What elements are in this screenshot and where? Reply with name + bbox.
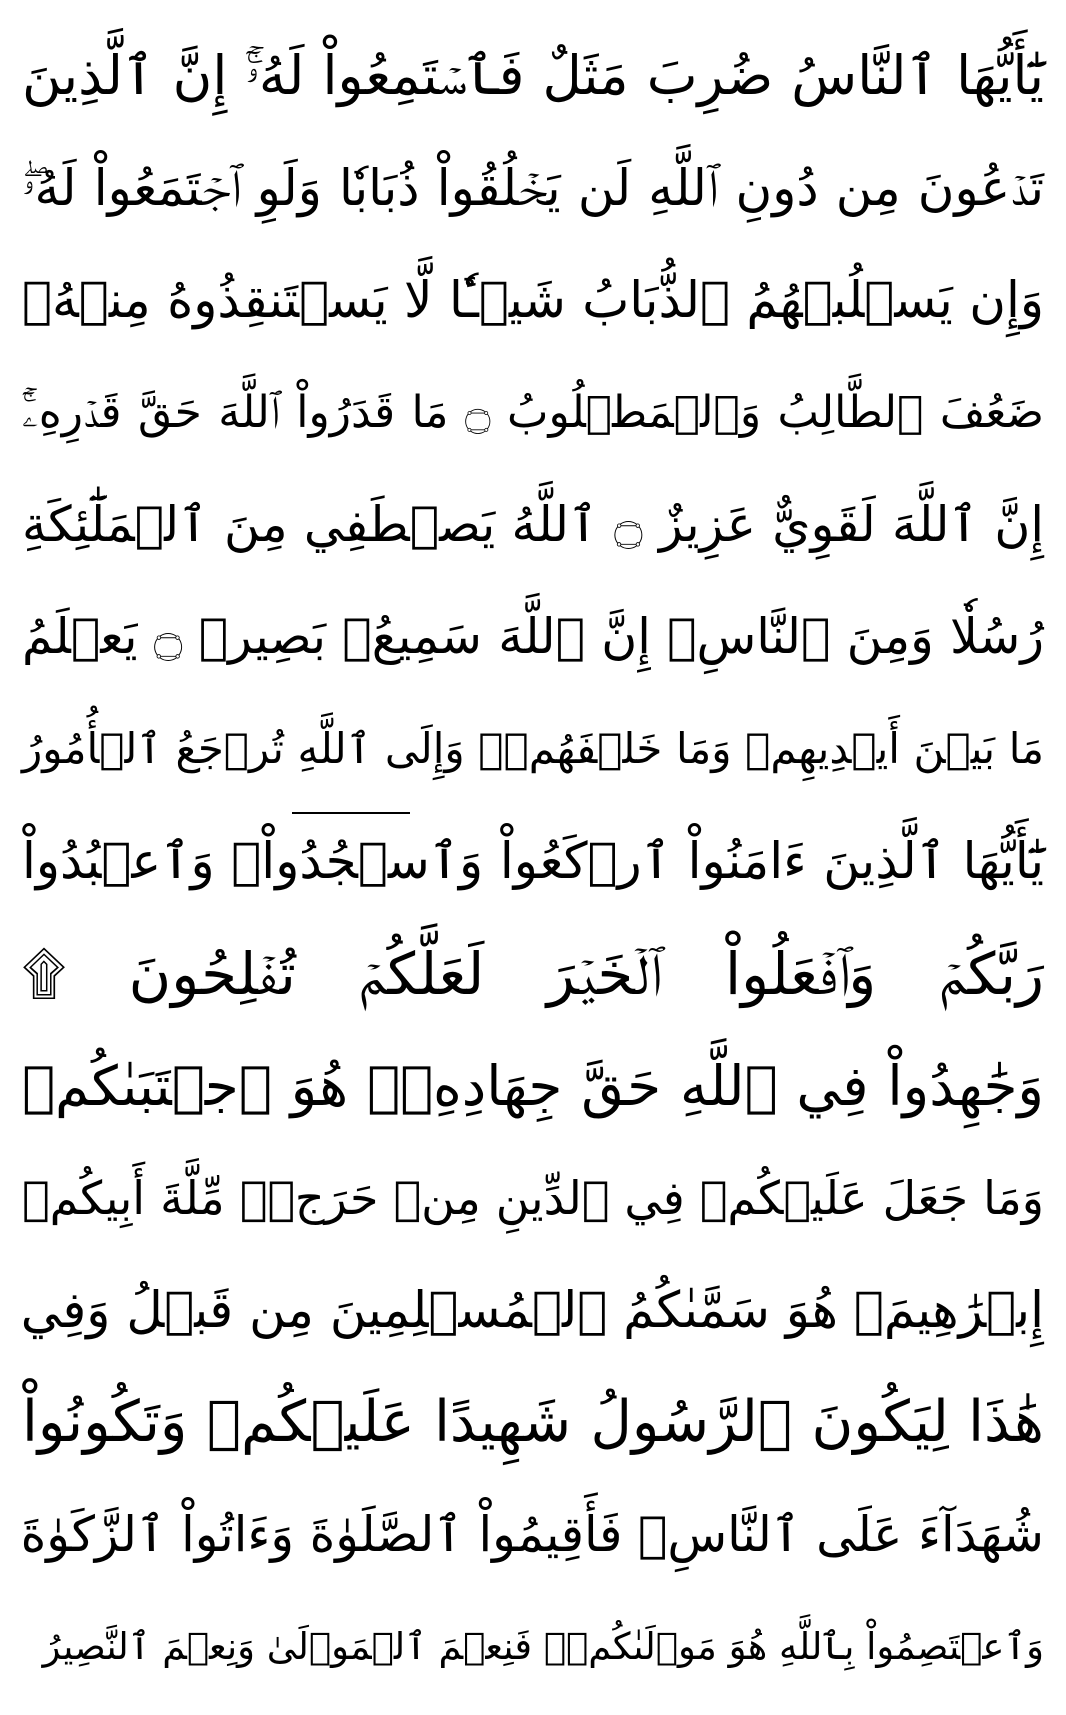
text-line-8: يَٰٓأَيُّهَا ٱلَّذِينَ ءَامَنُواْ ٱرۡكَعُواْ وَٱسۡجُدُواْۤ وَٱعۡبُدُواْ	[22, 832, 1044, 891]
text-line-15: وَٱعۡتَصِمُواْ بِٱللَّهِ هُوَ مَوۡلَىٰكُمۡۖ فَنِعۡمَ ٱلۡمَوۡلَىٰ وَنِعۡمَ ٱلنَّصِيرُ	[42, 1624, 1044, 1668]
text-line-3: وَإِن يَسۡلُبۡهُمُ ٱلذُّبَابُ شَيۡـٔٗا لَّا يَسۡتَنقِذُوهُ مِنۡهُۚ	[22, 271, 1044, 330]
text-line-10: وَجَٰهِدُواْ فِي ٱللَّهِ حَقَّ جِهَادِهِۦۚ هُوَ ٱجۡتَبَىٰكُمۡ	[22, 1053, 1044, 1118]
text-line-4: ضَعُفَ ٱلطَّالِبُ وَٱلۡمَطۡلُوبُ ۝ مَا قَدَرُواْ ٱللَّهَ حَقَّ قَدۡرِهِۦٓۚ	[22, 386, 1044, 438]
text-line-7: مَا بَيۡنَ أَيۡدِيهِمۡ وَمَا خَلۡفَهُمۡۚ وَإِلَى ٱللَّهِ تُرۡجَعُ ٱلۡأُمُورُ	[22, 724, 1044, 774]
text-line-6: رُسُلٗا وَمِنَ ٱلنَّاسِۚ إِنَّ ٱللَّهَ سَمِيعُۢ بَصِيرٞ ۝ يَعۡلَمُ	[22, 608, 1044, 666]
text-line-11: وَمَا جَعَلَ عَلَيۡكُمۡ فِي ٱلدِّينِ مِنۡ حَرَجٖۚ مِّلَّةَ أَبِيكُمۡ	[22, 1171, 1044, 1226]
sajdah-overline	[292, 812, 410, 814]
text-line-2: تَدۡعُونَ مِن دُونِ ٱللَّهِ لَن يَخۡلُقُواْ ذُبَابٗا وَلَوِ ٱجۡتَمَعُواْ لَهُۥۖ	[22, 159, 1044, 218]
text-line-12: إِبۡرَٰهِيمَۚ هُوَ سَمَّىٰكُمُ ٱلۡمُسۡلِمِينَ مِن قَبۡلُ وَفِي	[20, 1281, 1044, 1340]
text-line-1: يَٰٓأَيُّهَا ٱلنَّاسُ ضُرِبَ مَثَلٌ فَٱسۡتَمِعُواْ لَهُۥٓۚ إِنَّ ٱلَّذِينَ	[22, 44, 1044, 107]
text-line-14: شُهَدَآءَ عَلَى ٱلنَّاسِۚ فَأَقِيمُواْ ٱلصَّلَوٰةَ وَءَاتُواْ ٱلزَّكَوٰةَ	[20, 1505, 1044, 1563]
text-line-5: إِنَّ ٱللَّهَ لَقَوِيٌّ عَزِيزٌ ۝ ٱللَّهُ يَصۡطَفِي مِنَ ٱلۡمَلَٰٓئِكَةِ	[22, 495, 1044, 553]
text-line-13: هَٰذَا لِيَكُونَ ٱلرَّسُولُ شَهِيدًا عَلَيۡكُمۡ وَتَكُونُواْ	[22, 1389, 1044, 1456]
text-line-9: رَبَّكُمۡ وَٱفۡعَلُواْ ٱلۡخَيۡرَ لَعَلَّكُمۡ تُفۡلِحُونَ ۩	[22, 939, 1044, 1008]
